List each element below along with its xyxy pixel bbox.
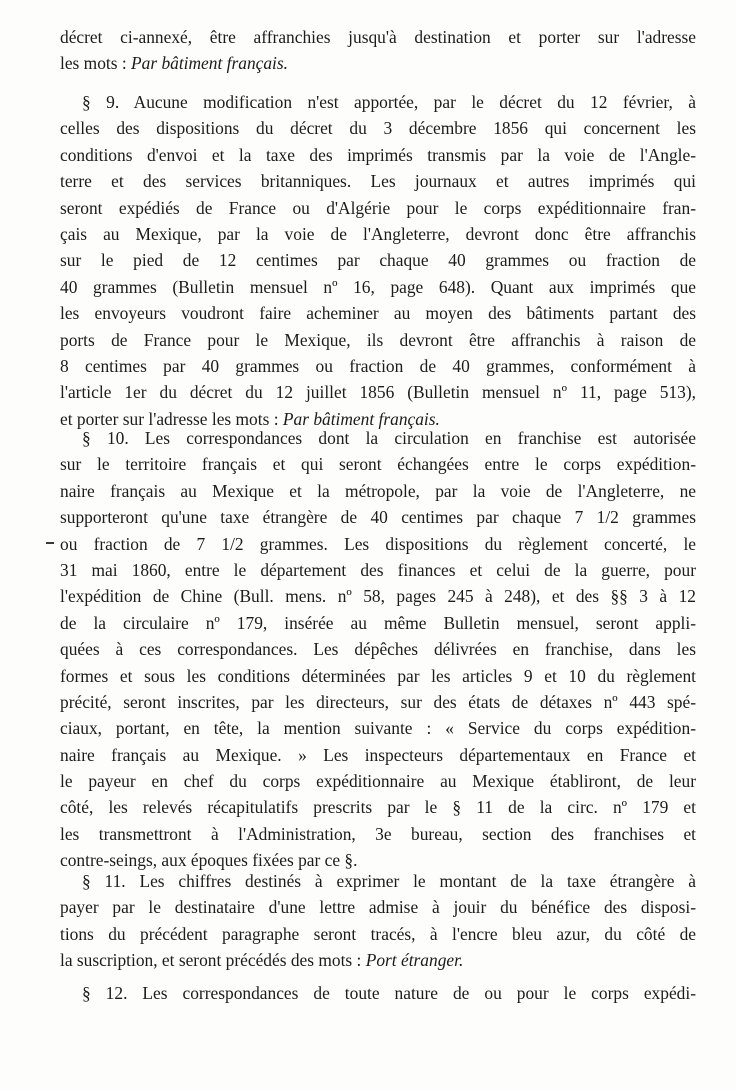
- text-line: conditions d'envoi et la taxe des imprimés transmis par la voie de l'Angle-: [60, 144, 696, 165]
- italic-phrase: Port étranger.: [365, 950, 464, 971]
- text-line: § 9. Aucune modification n'est apportée, par le décret du 12 février, à: [82, 92, 696, 112]
- text-line: 40 grammes (Bulletin mensuel nº 16, page 648). Quant aux imprimés que: [60, 276, 696, 297]
- text-line: côté, les relevés récapitulatifs prescrits par le § 11 de la circ. nº 179 et: [60, 797, 696, 818]
- text-line: les envoyeurs voudront faire acheminer au moyen des bâtiments partant des: [60, 303, 696, 324]
- text-line: et porter sur l'adresse les mots : Par bâtiment français.: [60, 408, 440, 429]
- text-line: payer par le destinataire d'une lettre admise à jouir du bénéfice des disposi-: [60, 897, 696, 918]
- text-line: formes et sous les conditions déterminées par les articles 9 et 10 du règlement: [60, 665, 696, 686]
- text-line: les transmettront à l'Administration, 3e bureau, section des franchises et: [60, 823, 696, 844]
- text-line: sur le pied de 12 centimes par chaque 40 grammes ou fraction de: [60, 250, 696, 271]
- paragraph-intro: [60, 24, 696, 77]
- text-line: sur le territoire français et qui seront échangées entre le corps expédition-: [60, 454, 696, 475]
- text-line: le payeur en chef du corps expéditionnaire au Mexique établiront, de leur: [60, 771, 696, 792]
- text-line: contre-seings, aux époques fixées par ce §.: [60, 850, 358, 871]
- text-line: supporteront qu'une taxe étrangère de 40 centimes par chaque 7 1/2 grammes: [60, 507, 696, 528]
- italic-phrase: Par bâtiment français.: [131, 53, 289, 74]
- text-line: § 11. Les chiffres destinés à exprimer le montant de la taxe étrangère à: [82, 871, 696, 891]
- text-line: l'expédition de Chine (Bull. mens. nº 58, pages 245 à 248), et des §§ 3 à 12: [60, 586, 696, 607]
- italic-phrase: Par bâtiment français.: [282, 408, 440, 429]
- text-line: tions du précédent paragraphe seront tracés, à l'encre bleu azur, du côté de: [60, 923, 696, 944]
- text-line: quées à ces correspondances. Les dépêches délivrées en franchise, dans les: [60, 639, 696, 660]
- text-line: la suscription, et seront précédés des mots : Port étranger.: [60, 950, 464, 971]
- text-line: l'article 1er du décret du 12 juillet 1856 (Bulletin mensuel nº 11, page 513),: [60, 382, 696, 403]
- text-line: naire français au Mexique. » Les inspecteurs départementaux en France et: [60, 744, 696, 765]
- paragraph-9: [60, 89, 696, 432]
- text-line: ciaux, portant, en tête, la mention suivante : « Service du corps expédition-: [60, 718, 696, 739]
- text-line: celles des dispositions du décret du 3 décembre 1856 qui concernent les: [60, 118, 696, 139]
- text-line: § 12. Les correspondances de toute nature de ou pour le corps expédi-: [82, 983, 696, 1003]
- text-line: terre et des services britanniques. Les journaux et autres imprimés qui: [60, 171, 696, 192]
- text-line: de la circulaire nº 179, insérée au même Bulletin mensuel, seront appli-: [60, 612, 696, 633]
- text-line: 8 centimes par 40 grammes ou fraction de 40 grammes, conformément à: [60, 355, 696, 376]
- paragraph-10: [60, 425, 696, 874]
- text-line: çais au Mexique, par la voie de l'Angleterre, devront donc être affranchis: [60, 223, 696, 244]
- text-line: décret ci-annexé, être affranchies jusqu'à destination et porter sur l'adresse: [60, 27, 696, 47]
- text-line: § 10. Les correspondances dont la circulation en franchise est autorisée: [82, 428, 696, 448]
- paragraph-12: [60, 980, 696, 1006]
- text-line: précité, seront inscrites, par les directeurs, sur des états de détaxes nº 443 spé-: [60, 691, 696, 712]
- text-line: ports de France pour le Mexique, ils devront être affranchis à raison de: [60, 329, 696, 350]
- margin-mark: [46, 542, 54, 544]
- text-line: ou fraction de 7 1/2 grammes. Les dispositions du règlement concerté, le: [60, 533, 696, 554]
- text-line: les mots : Par bâtiment français.: [60, 53, 289, 74]
- paragraph-11: [60, 868, 696, 974]
- text-line: 31 mai 1860, entre le département des finances et celui de la guerre, pour: [60, 559, 696, 580]
- text-line: seront expédiés de France ou d'Algérie pour le corps expéditionnaire fran-: [60, 197, 696, 218]
- text-line: naire français au Mexique et la métropole, par la voie de l'Angleterre, ne: [60, 480, 696, 501]
